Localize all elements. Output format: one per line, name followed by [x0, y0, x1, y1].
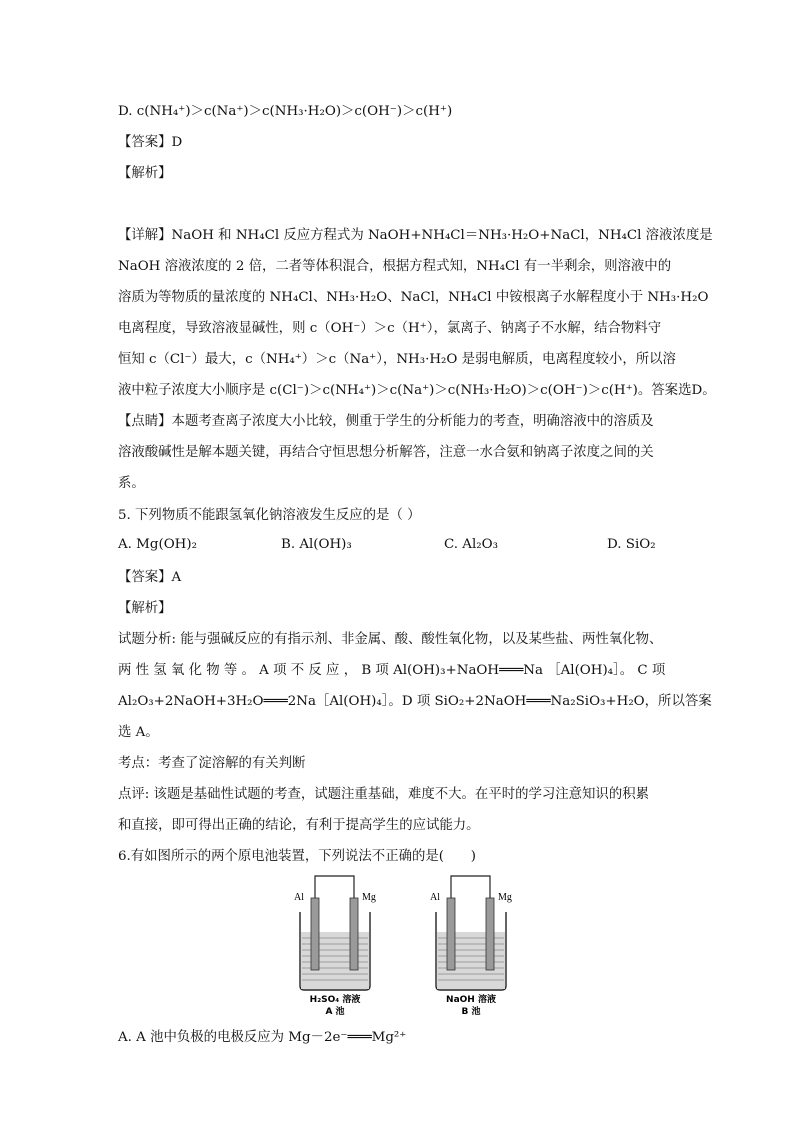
analysis-5-line-2: 两 性 氢 氧 化 物 等 。 A 项 不 反 应 ， B 项 Al(OH)₃+NaOH═══Na ［Al(OH)₄］。 C 项 [118, 663, 666, 678]
review-line-1: 点评: 该题是基础性试题的考查，试题注重基础，难度不大。在平时的学习注意知识的积累 [118, 787, 649, 802]
cell-a [294, 876, 376, 1017]
galvanic-cells-figure [280, 872, 520, 1017]
cell-a-mg-label: Mg [362, 892, 376, 903]
choice-c: C. Al₂O₃ [444, 537, 498, 552]
cell-b-name: B 池 [461, 1007, 481, 1017]
cell-b-mg-label: Mg [498, 892, 512, 903]
cell-b-al-electrode [447, 898, 455, 970]
review-line-2: 和直接，即可得出正确的结论，有利于提高学生的应试能力。 [118, 818, 480, 833]
explanation-line-2: NaOH 溶液浓度的 2 倍，二者等体积混合，根据方程式知，NH₄Cl 有一半剩余，则溶液中的 [118, 259, 672, 274]
cell-a-mg-electrode [350, 898, 358, 970]
explanation-line-4: 电离程度，导致溶液显碱性，则 c（OH⁻）＞c（H⁺），氯离子、钠离子不水解，结合物料守 [118, 321, 662, 336]
analysis-5-line-1: 试题分析: 能与强碱反应的有指示剂、非金属、酸、酸性氧化物，以及某些盐、两性氧化物、 [118, 632, 663, 647]
analysis-label: 【解析】 [118, 166, 172, 181]
explanation-line-3: 溶质为等物质的量浓度的 NH₄Cl、NH₃·H₂O、NaCl，NH₄Cl 中铵根离子水解程度小于 NH₃·H₂O [118, 290, 709, 305]
cell-a-solution-label: H₂SO₄ 溶液 [309, 995, 361, 1005]
answer-label: 【答案】D [118, 135, 183, 150]
choice-d: D. SiO₂ [607, 537, 656, 552]
cell-a-al-label: Al [294, 892, 304, 903]
explanation-line-1: 【详解】NaOH 和 NH₄Cl 反应方程式为 NaOH+NH₄Cl＝NH₃·H₂O+NaCl，NH₄Cl 溶液浓度是 [118, 228, 713, 243]
cell-a-al-electrode [311, 898, 319, 970]
comment-line-1: 【点睛】本题考查离子浓度大小比较，侧重于学生的分析能力的考查，明确溶液中的溶质及 [118, 414, 654, 429]
explanation-line-5: 恒知 c（Cl⁻）最大，c（NH₄⁺）＞c（Na⁺），NH₃·H₂O 是弱电解质，电离程度较小，所以溶 [118, 352, 676, 367]
cell-b-wire [451, 876, 490, 898]
answer-label-5: 【答案】A [118, 570, 182, 585]
analysis-5-line-4: 选 A。 [118, 725, 159, 740]
cell-a-name: A 池 [325, 1007, 345, 1017]
comment-line-3: 系。 [118, 476, 145, 491]
cell-a-wire [315, 876, 354, 898]
comment-line-2: 溶液酸碱性是解本题关键，再结合守恒思想分析解答，注意一水合氨和钠离子浓度之间的关 [118, 445, 654, 460]
analysis-5-line-3: Al₂O₃+2NaOH+3H₂O═══2Na［Al(OH)₄］。D 项 SiO₂+2NaOH═══Na₂SiO₃+H₂O，所以答案 [118, 694, 712, 709]
option-d-line: D. c(NH₄⁺)＞c(Na⁺)＞c(NH₃·H₂O)＞c(OH⁻)＞c(H⁺) [118, 104, 453, 119]
cell-b-solution-label: NaOH 溶液 [446, 995, 496, 1005]
question-5: 5. 下列物质不能跟氢氧化钠溶液发生反应的是（ ） [118, 508, 421, 523]
question-6: 6.有如图所示的两个原电池装置，下列说法不正确的是( ) [118, 849, 476, 864]
choice-a: A. Mg(OH)₂ [118, 537, 197, 552]
choice-b: B. Al(OH)₃ [281, 537, 352, 552]
explanation-line-6: 液中粒子浓度大小顺序是 c(Cl⁻)＞c(NH₄⁺)＞c(Na⁺)＞c(NH₃·H₂O)＞c(OH⁻)＞c(H⁺)。答案选D。 [118, 383, 716, 398]
cell-b-al-label: Al [430, 892, 440, 903]
cell-b [430, 876, 512, 1017]
analysis-label-5: 【解析】 [118, 601, 172, 616]
question-6-option-a: A. A 池中负极的电极反应为 Mg－2e⁻═══Mg²⁺ [118, 1030, 407, 1045]
knowledge-point: 考点：考查了淀溶解的有关判断 [118, 756, 306, 771]
cell-b-mg-electrode [486, 898, 494, 970]
